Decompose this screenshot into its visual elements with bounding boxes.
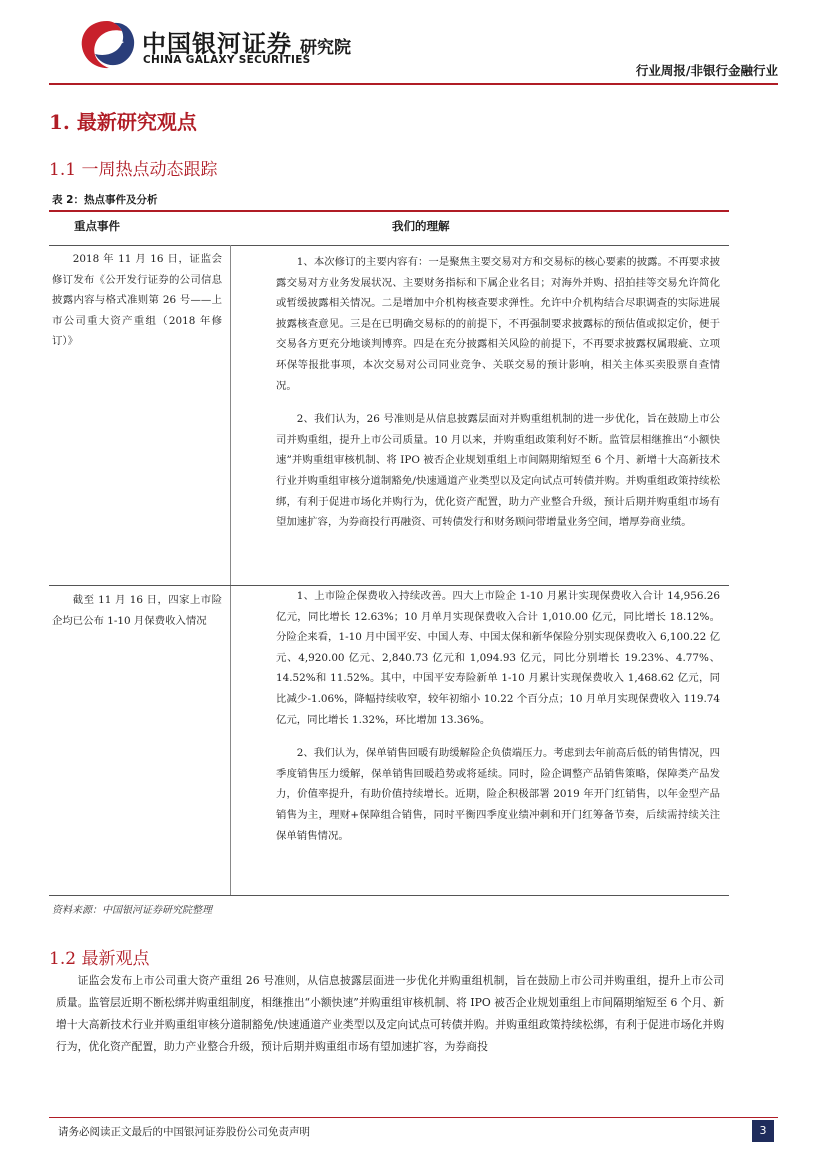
table-bottom-rule — [49, 895, 729, 896]
table-column-divider — [230, 245, 231, 895]
table-top-rule — [49, 210, 729, 212]
section-title: 1. 最新研究观点 — [49, 110, 197, 134]
row-2-point-1: 1、上市险企保费收入持续改善。四大上市险企 1-10 月累计实现保费收入合计 14,956.26 亿元，同比增长 12.63%；10 月单月实现保费收入合计 1,010.00 亿元，同比增长 18.12%。分险企来看，1-10 月中国平安、中国人寿、中国太保和新华保险分别实现保费收入 6,100.22 亿元、4,920.00 亿元、2,840.73 亿元和 1,094.93 亿元，同比分别增长 19.23%、4.77%、14.52%和 11.52%。其中，中国平安寿险新单 1-10 月累计实现保费收入 1,468.62 亿元，同比减少-1.06%，降幅持续收窄，较年初缩小 10.22 个百分点；10 月单月实现保费收入 119.74 亿元，同比增长 1.32%，环比增加 13.36%。 — [276, 590, 720, 726]
footer-disclaimer: 请务必阅读正文最后的中国银河证券股份公司免责声明 — [58, 1126, 310, 1138]
page-number: 3 — [752, 1120, 774, 1142]
row-2-point-2: 2、我们认为，保单销售回暖有助缓解险企负债端压力。考虑到去年前高后低的销售情况，四季度销售压力缓解，保单销售回暖趋势或将延续。同时，险企调整产品销售策略，保障类产品发力，价值率提升，有助价值持续增长。近期，险企积极部署 2019 年开门红销售，以年金型产品销售为主，理财+保障组合销售，同时平衡四季度业绩冲刺和开门红筹备节奏，后续需持续关注保单销售情况。 — [276, 747, 720, 842]
logo-english-name: CHINA GALAXY SECURITIES — [143, 54, 311, 66]
table-row-1-event: 2018 年 11 月 16 日，证监会修订发布《公开发行证券的公司信息披露内容与格式准则第 26 号——上市公司重大资产重组（2018 年修订）》 — [52, 253, 222, 348]
table-source: 资料来源：中国银河证券研究院整理 — [52, 905, 212, 916]
report-type: 行业周报/非银行金融行业 — [635, 63, 778, 78]
galaxy-logo-icon — [78, 18, 136, 72]
table-header-understanding: 我们的理解 — [392, 219, 450, 233]
logo-chinese-name: 中国银河证券 — [142, 30, 292, 58]
latest-views-body: 证监会发布上市公司重大资产重组 26 号准则，从信息披露层面进一步优化并购重组机制，旨在鼓励上市公司并购重组，提升上市公司质量。监管层近期不断松绑并购重组制度，相继推出“小额快速”并购重组审核机制、将 IPO 被否企业规划重组上市间隔期缩短至 6 个月、新增十大高新技术行业并购重组审核分道制豁免/快速通道产业类型以及定向试点可转债并购。并购重组政策持续松绑，有利于促进市场化并购行为，优化资产配置，助力产业整合升级，预计后期并购重组市场有望加速扩容，为券商投 — [56, 974, 724, 1053]
table-row-2-event: 截至 11 月 16 日，四家上市险企均已公布 1-10 月保费收入情况 — [52, 594, 222, 627]
page-header — [0, 0, 827, 90]
table-header-event: 重点事件 — [74, 219, 120, 233]
table-row-2-understanding — [276, 586, 720, 846]
header-divider — [49, 83, 778, 85]
table-header-rule — [49, 245, 729, 246]
footer-divider — [49, 1117, 778, 1118]
subsection-title-latest-views: 1.2 最新观点 — [49, 949, 150, 969]
subsection-title-hotspots: 1.1 一周热点动态跟踪 — [49, 160, 218, 180]
table-caption: 表 2：热点事件及分析 — [52, 194, 158, 206]
logo-institute: 研究院 — [300, 38, 351, 58]
row-1-point-1: 1、本次修订的主要内容有：一是聚焦主要交易对方和交易标的核心要素的披露。不再要求披露交易对方业务发展状况、主要财务指标和下属企业名目；对海外并购、招拍挂等交易允许简化或暂缓披露相关情况。二是增加中介机构核查要求弹性。允许中介机构结合尽职调查的实际进展披露核查意见。三是在已明确交易标的的前提下，不再强制要求披露标的预估值或拟定价，便于交易各方更充分地谈判博弈。四是在充分披露相关风险的前提下，不再要求披露权属瑕疵、立项环保等报批事项，本次交易对公司同业竞争、关联交易的预计影响，相关主体买卖股票自查情况。 — [276, 256, 720, 392]
table-row-1-understanding — [276, 252, 720, 533]
row-1-point-2: 2、我们认为，26 号准则是从信息披露层面对并购重组机制的进一步优化，旨在鼓励上市公司并购重组，提升上市公司质量。10 月以来，并购重组政策利好不断。监管层相继推出“小额快速”并购重组审核机制、将 IPO 被否企业规划重组上市间隔期缩短至 6 个月、新增十大高新技术行业并购重组审核分道制豁免/快速通道产业类型以及定向试点可转债并购。并购重组政策持续松绑，有利于促进市场化并购行为，优化资产配置，助力产业整合升级，预计后期并购重组市场有望加速扩容，为券商投行再融资、可转债发行和财务顾问带增量业务空间，增厚券商业绩。 — [276, 413, 720, 529]
